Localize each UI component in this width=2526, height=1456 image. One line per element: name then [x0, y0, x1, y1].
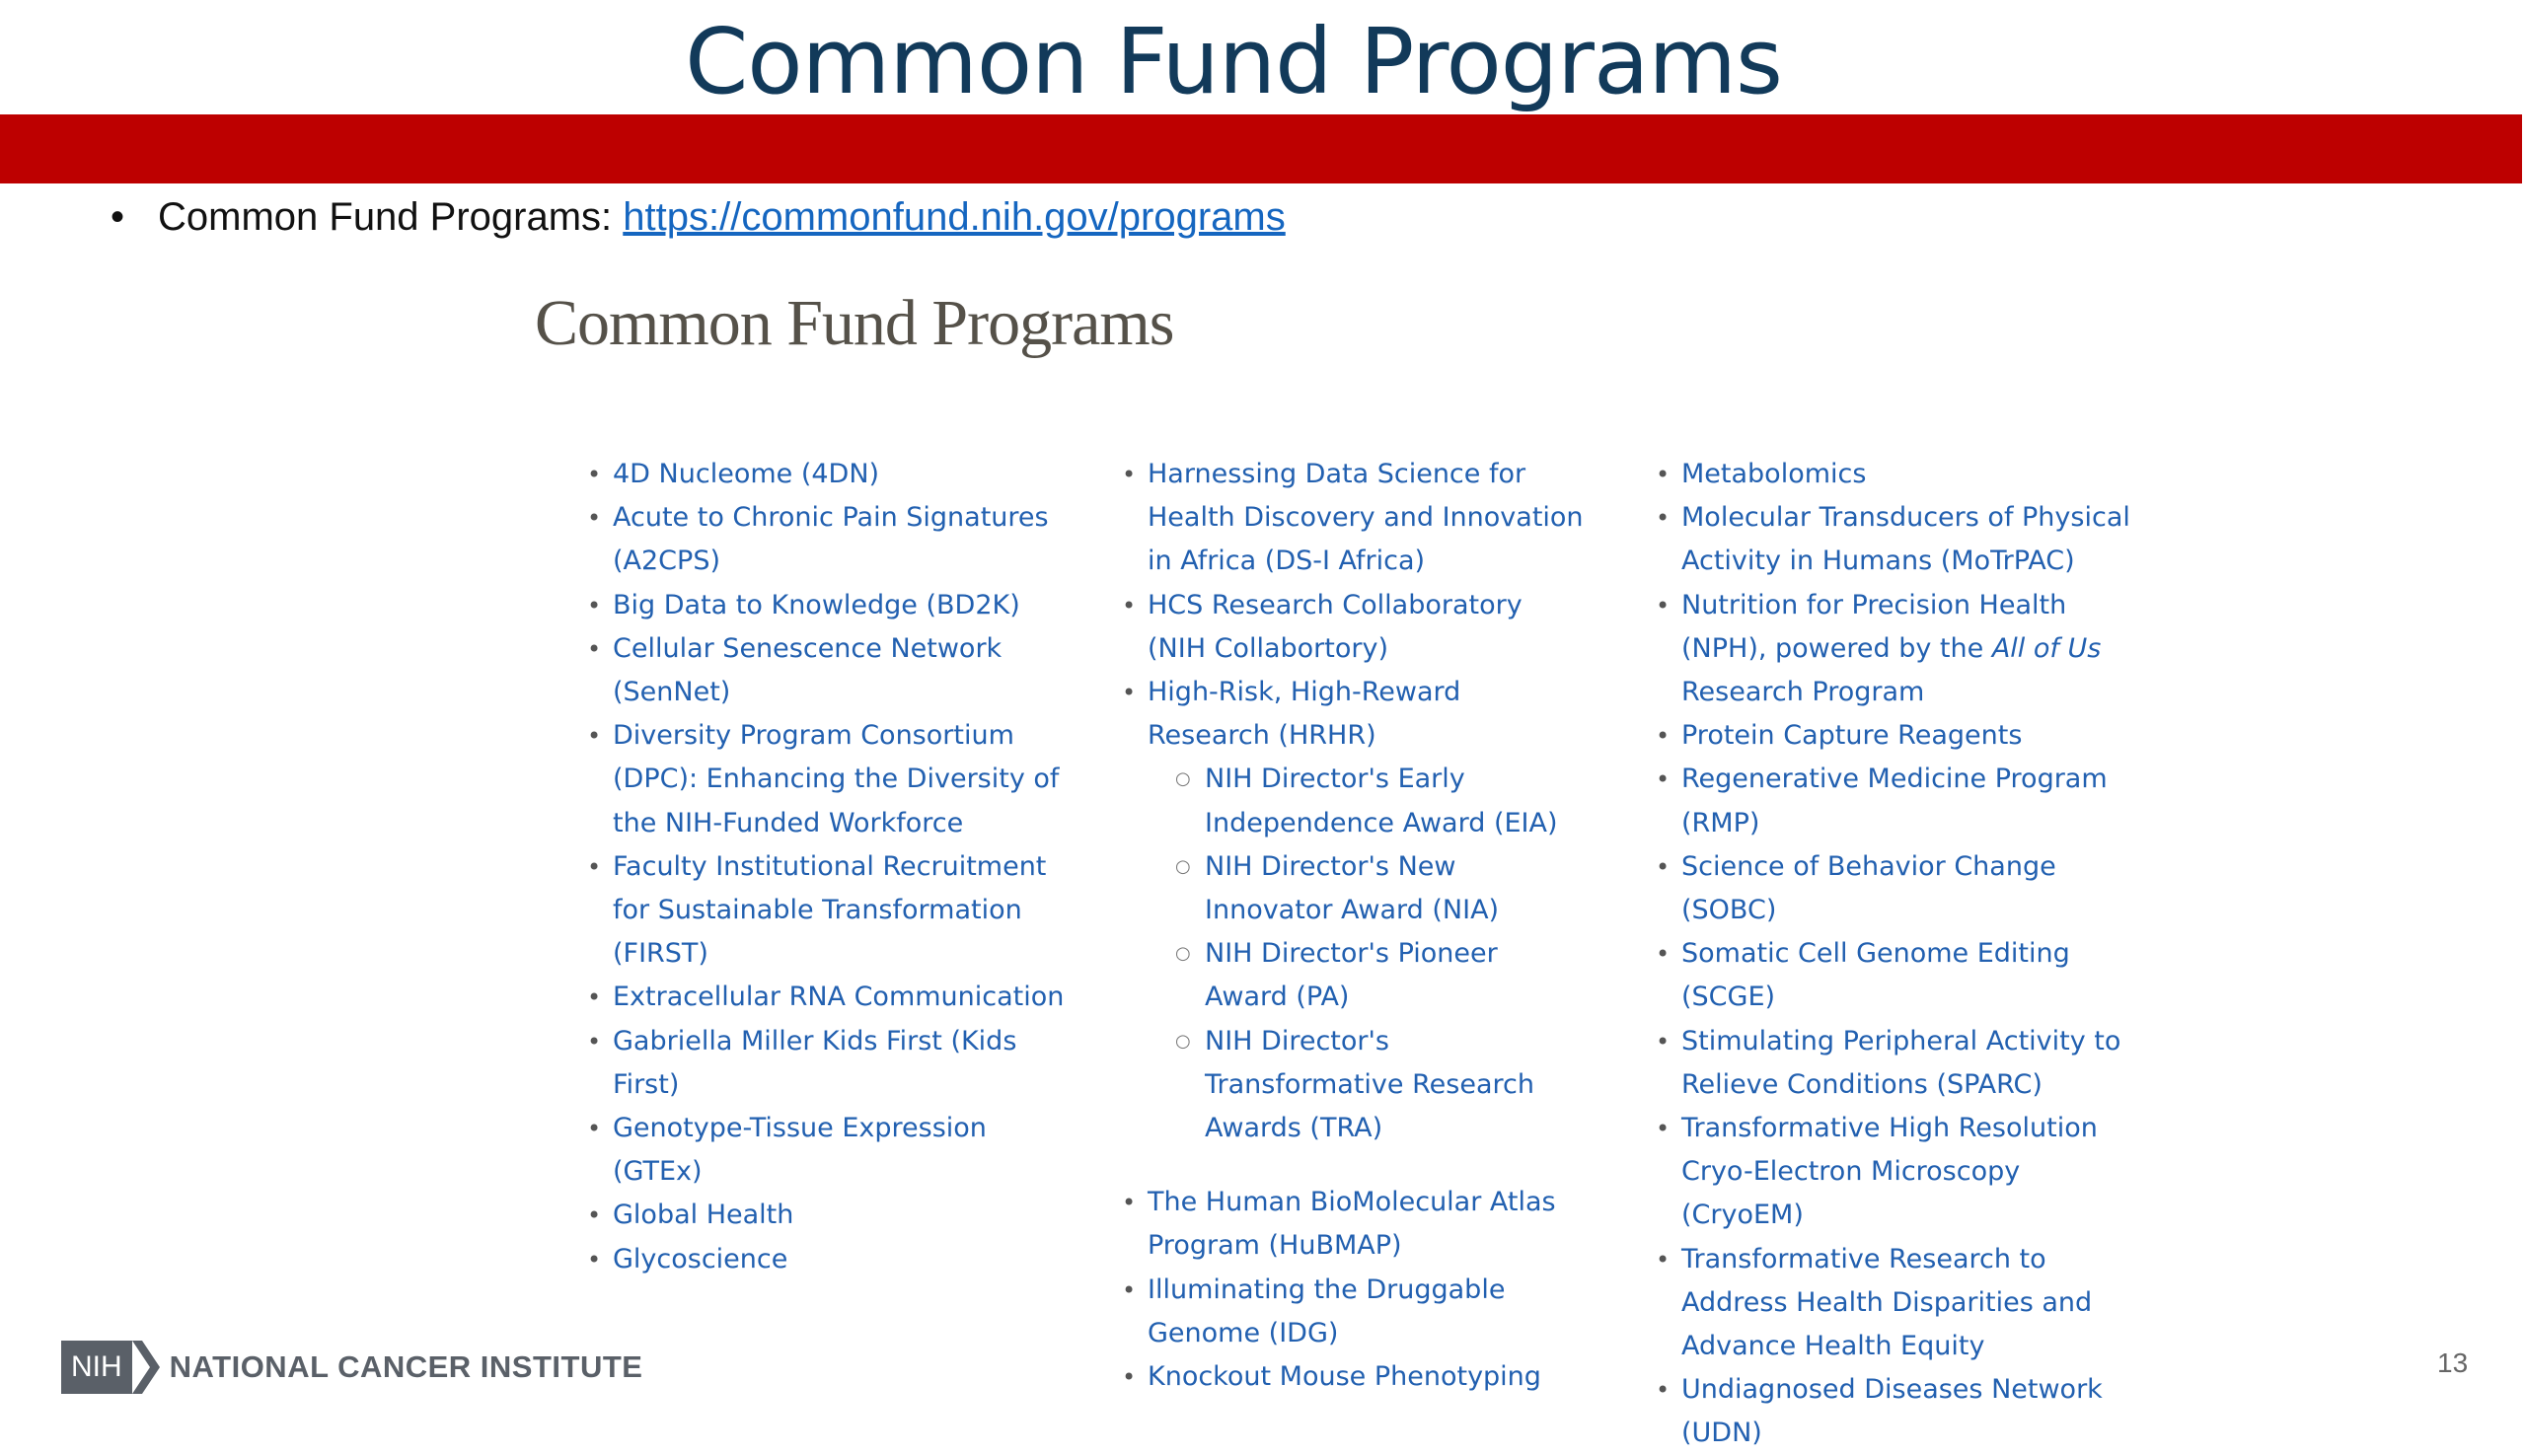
- program-link-bullet: [111, 187, 1286, 247]
- program-link[interactable]: • Protein Capture Reagents: [1656, 714, 2149, 758]
- program-link[interactable]: • Gabriella Miller Kids First (Kids First): [587, 1020, 1080, 1107]
- program-link-nph[interactable]: [1656, 584, 2149, 715]
- sub-program-link[interactable]: ○ NIH Director's Pioneer Award (PA): [1122, 932, 1586, 1019]
- program-link[interactable]: • Molecular Transducers of Physical Activity in Humans (MoTrPAC): [1656, 496, 2149, 583]
- page-number: 13: [2437, 1347, 2469, 1378]
- program-link[interactable]: • Somatic Cell Genome Editing (SCGE): [1656, 932, 2149, 1019]
- nph-italic: All of Us: [1991, 632, 2102, 664]
- program-link[interactable]: • Transformative High Resolution Cryo-Electron Microscopy (CryoEM): [1656, 1107, 2149, 1238]
- program-link[interactable]: • Harnessing Data Science for Health Discovery and Innovation in Africa (DS-I Africa): [1122, 453, 1586, 584]
- program-link[interactable]: • HCS Research Collaboratory (NIH Collabortory): [1122, 584, 1586, 671]
- nph-text-after: Research Program: [1681, 677, 1925, 708]
- program-link[interactable]: • Diversity Program Consortium (DPC): Enhancing the Diversity of the NIH-Funded Workforce: [587, 714, 1080, 845]
- program-link[interactable]: • Regenerative Medicine Program (RMP): [1656, 758, 2149, 844]
- institute-name: NATIONAL CANCER INSTITUTE: [169, 1349, 643, 1384]
- program-link[interactable]: • 4D Nucleome (4DN): [587, 453, 1080, 496]
- slide-title: Common Fund Programs: [685, 9, 1782, 114]
- program-link[interactable]: • High-Risk, High-Reward Research (HRHR): [1122, 671, 1586, 758]
- program-link[interactable]: • Knockout Mouse Phenotyping: [1122, 1355, 1586, 1399]
- program-link[interactable]: • The Human BioMolecular Atlas Program (HuBMAP): [1122, 1181, 1586, 1268]
- sub-program-link[interactable]: ○ NIH Director's Transformative Research Awards (TRA): [1122, 1020, 1586, 1151]
- bullet-label: Common Fund Programs:: [158, 195, 624, 239]
- program-link[interactable]: • Glycoscience: [587, 1238, 1080, 1281]
- title-divider-bar: [0, 114, 2522, 183]
- programs-column-2: [1122, 453, 1586, 1399]
- nci-logo: [61, 1340, 642, 1395]
- programs-column-3: [1656, 453, 2149, 1456]
- nih-chevron-icon: [132, 1341, 160, 1394]
- programs-column-1: [587, 453, 1080, 1281]
- embedded-page-title: Common Fund Programs: [535, 287, 1174, 359]
- nph-text-before: Nutrition for Precision Health (NPH), powered by the: [1681, 589, 2067, 664]
- program-link[interactable]: • Big Data to Knowledge (BD2K): [587, 584, 1080, 627]
- program-link[interactable]: • Faculty Institutional Recruitment for Sustainable Transformation (FIRST): [587, 845, 1080, 977]
- program-link[interactable]: • Genotype-Tissue Expression (GTEx): [587, 1107, 1080, 1194]
- program-link[interactable]: • Acute to Chronic Pain Signatures (A2CPS): [587, 496, 1080, 583]
- program-link[interactable]: • Cellular Senescence Network (SenNet): [587, 627, 1080, 714]
- programs-url-link[interactable]: https://commonfund.nih.gov/programs: [623, 195, 1286, 239]
- bullet-dot: •: [111, 195, 125, 239]
- program-link[interactable]: • Extracellular RNA Communication: [587, 976, 1080, 1019]
- program-link[interactable]: • Global Health: [587, 1194, 1080, 1237]
- program-link[interactable]: • Transformative Research to Address Health Disparities and Advance Health Equity: [1656, 1238, 2149, 1369]
- program-link[interactable]: • Undiagnosed Diseases Network (UDN): [1656, 1368, 2149, 1455]
- sub-program-link[interactable]: ○ NIH Director's Early Independence Award (EIA): [1122, 758, 1586, 844]
- sub-program-link[interactable]: ○ NIH Director's New Innovator Award (NIA): [1122, 845, 1586, 932]
- program-link[interactable]: • Illuminating the Druggable Genome (IDG): [1122, 1269, 1586, 1355]
- program-link[interactable]: • Stimulating Peripheral Activity to Relieve Conditions (SPARC): [1656, 1020, 2149, 1107]
- nih-logo-box: NIH: [61, 1341, 132, 1394]
- program-link[interactable]: • Science of Behavior Change (SOBC): [1656, 845, 2149, 932]
- program-link[interactable]: • Metabolomics: [1656, 453, 2149, 496]
